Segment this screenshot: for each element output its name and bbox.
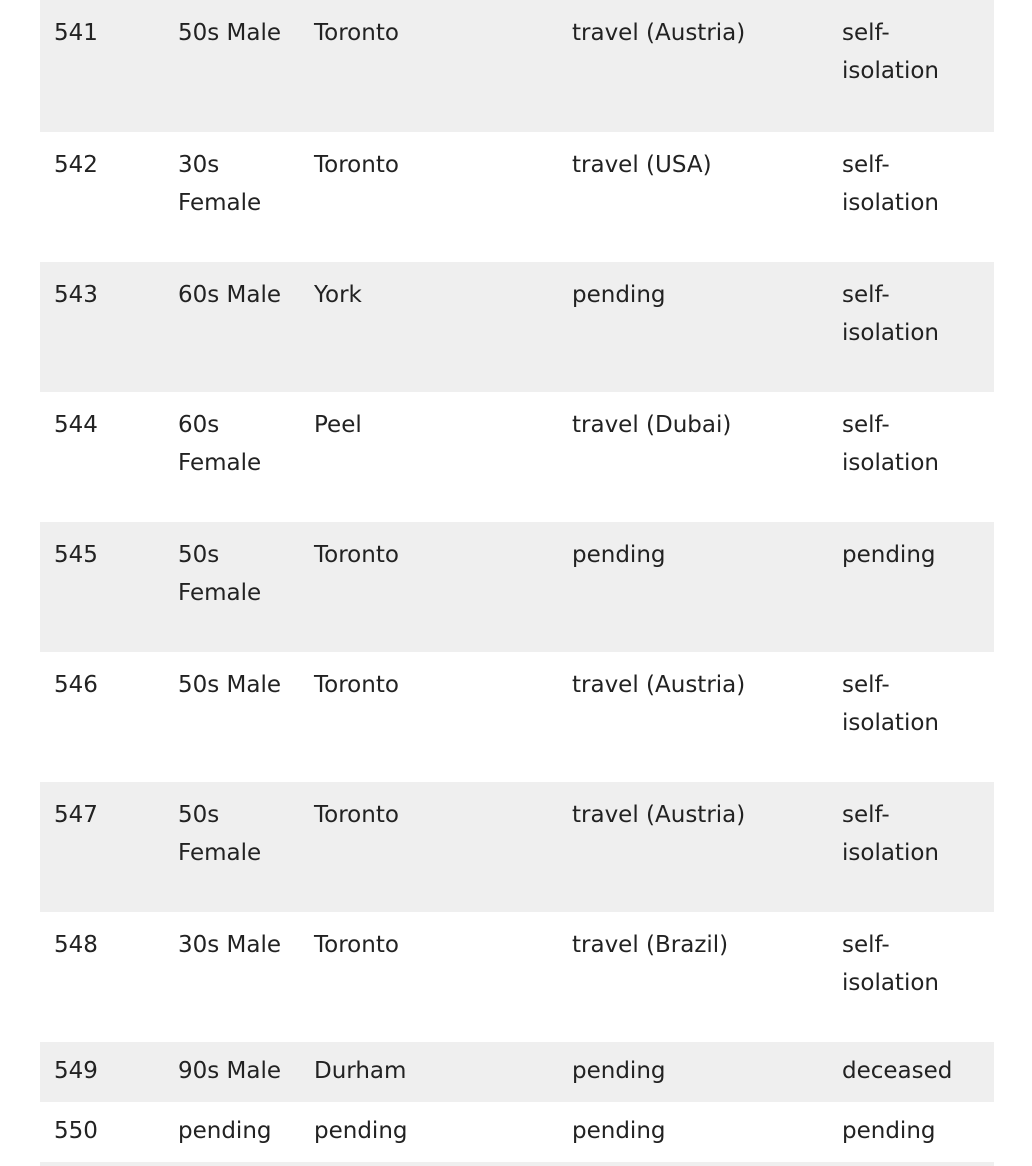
- status: self- isolation: [842, 152, 939, 216]
- cases-table: [40, 0, 994, 1162]
- transmission: travel (Austria): [572, 672, 746, 698]
- health-unit: Durham: [314, 1058, 407, 1084]
- transmission: pending: [572, 1118, 666, 1144]
- status: self- isolation: [842, 932, 939, 996]
- table-row: [40, 652, 994, 782]
- age-gender: 50s Male: [178, 672, 282, 698]
- status: self- isolation: [842, 282, 939, 346]
- case-number: 547: [54, 802, 98, 828]
- status: self- isolation: [842, 802, 939, 866]
- transmission: travel (Austria): [572, 20, 746, 46]
- table-row: [40, 1102, 994, 1162]
- table-row: [40, 0, 994, 132]
- status: self- isolation: [842, 412, 939, 476]
- age-gender: pending: [178, 1118, 272, 1144]
- table-row: [40, 912, 994, 1042]
- health-unit: Toronto: [314, 932, 399, 958]
- age-gender: 50s Male: [178, 20, 282, 46]
- table-row: [40, 392, 994, 522]
- age-gender: 60s Female: [178, 412, 262, 476]
- case-number: 544: [54, 412, 98, 438]
- case-number: 549: [54, 1058, 98, 1084]
- status: pending: [842, 542, 936, 568]
- age-gender: 90s Male: [178, 1058, 282, 1084]
- health-unit: Toronto: [314, 152, 399, 178]
- age-gender: 50s Female: [178, 802, 262, 866]
- case-number: 548: [54, 932, 98, 958]
- status: self- isolation: [842, 20, 939, 84]
- age-gender: 30s Female: [178, 152, 262, 216]
- case-number: 546: [54, 672, 98, 698]
- transmission: travel (Austria): [572, 802, 746, 828]
- health-unit: Toronto: [314, 672, 399, 698]
- health-unit: Toronto: [314, 20, 399, 46]
- table-row: [40, 522, 994, 652]
- health-unit: Peel: [314, 412, 362, 438]
- case-number: 545: [54, 542, 98, 568]
- transmission: travel (USA): [572, 152, 712, 178]
- age-gender: 30s Male: [178, 932, 282, 958]
- transmission: pending: [572, 1058, 666, 1084]
- table-row: [40, 1042, 994, 1102]
- table-row: [40, 262, 994, 392]
- case-number: 543: [54, 282, 98, 308]
- next-row-edge: [40, 1162, 994, 1166]
- status: pending: [842, 1118, 936, 1144]
- age-gender: 60s Male: [178, 282, 282, 308]
- case-number: 542: [54, 152, 98, 178]
- transmission: pending: [572, 542, 666, 568]
- health-unit: Toronto: [314, 542, 399, 568]
- status: deceased: [842, 1058, 953, 1084]
- health-unit: York: [314, 282, 362, 308]
- status: self- isolation: [842, 672, 939, 736]
- transmission: travel (Brazil): [572, 932, 729, 958]
- health-unit: Toronto: [314, 802, 399, 828]
- transmission: travel (Dubai): [572, 412, 732, 438]
- case-number: 550: [54, 1118, 98, 1144]
- table-row: [40, 782, 994, 912]
- transmission: pending: [572, 282, 666, 308]
- health-unit: pending: [314, 1118, 408, 1144]
- table-row: [40, 132, 994, 262]
- case-number: 541: [54, 20, 98, 46]
- age-gender: 50s Female: [178, 542, 262, 606]
